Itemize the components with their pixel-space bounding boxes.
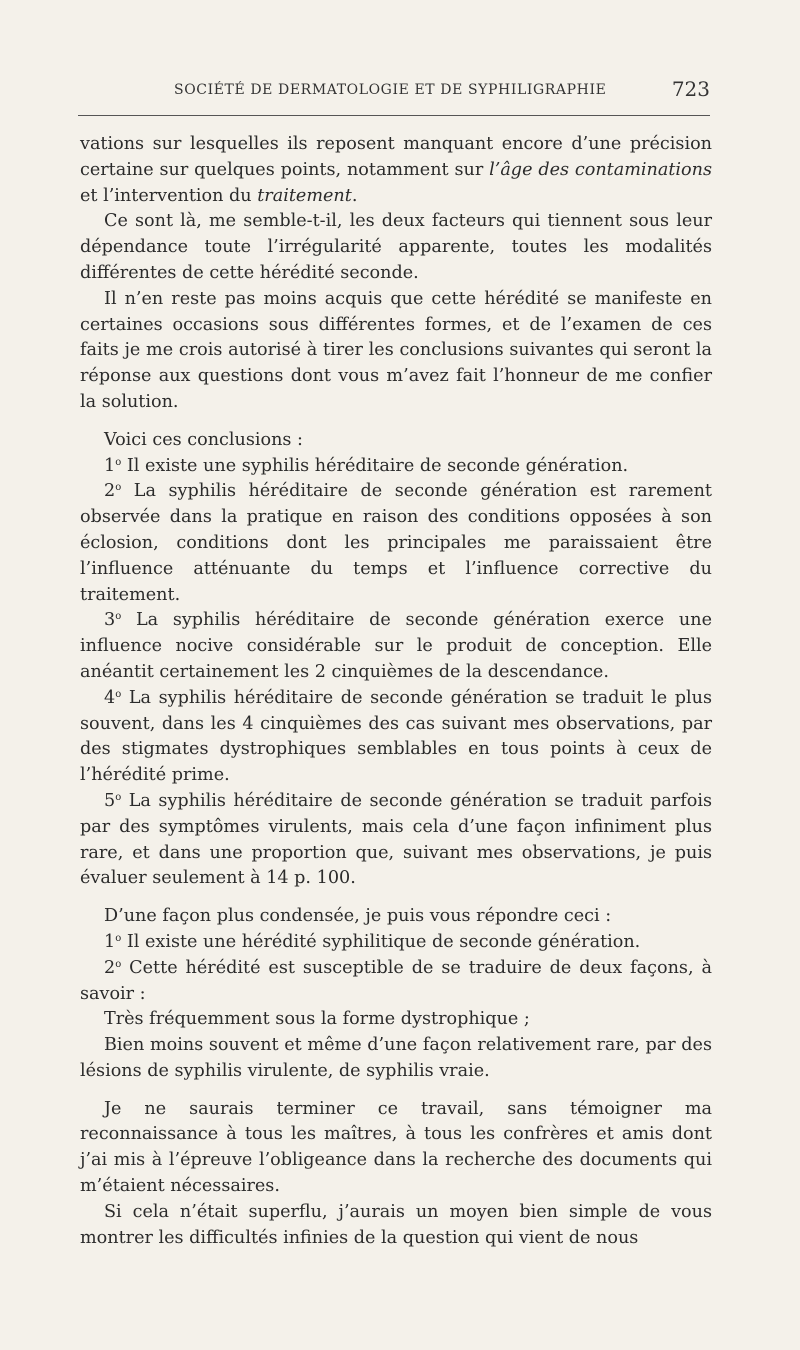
paragraph-continuation: [80, 132, 712, 209]
summary-1: 1$^o$ Il existe une hérédité syphilitique de seconde génération.: [104, 931, 641, 952]
running-head: [78, 76, 710, 104]
paragraph-reconnaissance: Je ne saurais terminer ce travail, sans témoigner ma reconnaissance à tous les maîtres, à tous les confrères et amis dont j’ai mis à l’épreuve l’obligeance dans la recherche des documents qui m’étaient nécessaires.: [80, 1098, 712, 1197]
running-title: SOCIÉTÉ DE DERMATOLOGIE ET DE SYPHILIGRAPHIE: [174, 82, 607, 98]
conclusion-3: 3$^o$ La syphilis héréditaire de seconde génération exerce une influence nocive considérable sur le produit de conception. Elle anéantit certainement les 2 cinquièmes de la descendance.: [80, 610, 712, 682]
paragraph-superflu: Si cela n’était superflu, j’aurais un moyen bien simple de vous montrer les difficultés infinies de la question qui vient de nous: [80, 1201, 712, 1248]
page-number: 723: [671, 77, 710, 101]
conclusion-5: 5$^o$ La syphilis héréditaire de seconde génération se traduit parfois par des symptômes virulents, mais cela d’une façon infiniment plus rare, et dans une proportion que, suivant mes observations, je puis évaluer seulement à 14 p. 100.: [80, 790, 712, 889]
header-rule: [78, 115, 710, 116]
conclusion-2: 2$^o$ La syphilis héréditaire de seconde génération est rarement observée dans la pratique en raison des conditions opposées à son éclosion, conditions dont les principales me paraissaient être l’influence atténuante du temps et l’influence corrective du traitement.: [80, 481, 712, 605]
conclusion-4: 4$^o$ La syphilis héréditaire de seconde génération se traduit le plus souvent, dans les 4 cinquièmes des cas suivant mes observations, par des stigmates dystrophiques semblables en tous points à ceux de l’hérédité prime.: [80, 687, 712, 786]
paragraph-facteurs: Ce sont là, me semble-t-il, les deux facteurs qui tiennent sous leur dépendance toute l’irrégularité apparente, toutes les modalités différentes de cette hérédité seconde.: [80, 211, 712, 283]
p1-text-c: .: [351, 185, 358, 206]
p1-italic-age: l’âge des contaminations: [489, 159, 712, 180]
paragraph-moins-souvent: Bien moins souvent et même d’une façon relativement rare, par des lésions de syphilis virulente, de syphilis vraie.: [80, 1035, 712, 1081]
paragraph-frequemment: Très fréquemment sous la forme dystrophique ;: [104, 1009, 530, 1030]
body-text: [80, 132, 712, 1251]
p1-text-b: et l’intervention du: [80, 185, 258, 206]
p1-text-a: vations sur lesquelles ils reposent manquant encore d’une précision certaine sur quelques points, notamment sur: [80, 134, 712, 180]
summary-2: 2$^o$ Cette hérédité est susceptible de se traduire de deux façons, à savoir :: [80, 957, 712, 1004]
paragraph-condensee: D’une façon plus condensée, je puis vous répondre ceci :: [104, 906, 612, 927]
p1-italic-traitement: traitement: [257, 185, 352, 206]
paragraph-heredite: Il n’en reste pas moins acquis que cette hérédité se manifeste en certaines occasions sous différentes formes, et de l’examen de ces faits je me crois autorisé à tirer les conclusions suivantes qui seront la réponse aux questions dont vous m’avez fait l’honneur de me confier la solution.: [80, 288, 712, 412]
paragraph-voici: Voici ces conclusions :: [104, 429, 303, 450]
conclusion-1: 1$^o$ Il existe une syphilis héréditaire de seconde génération.: [104, 455, 629, 476]
